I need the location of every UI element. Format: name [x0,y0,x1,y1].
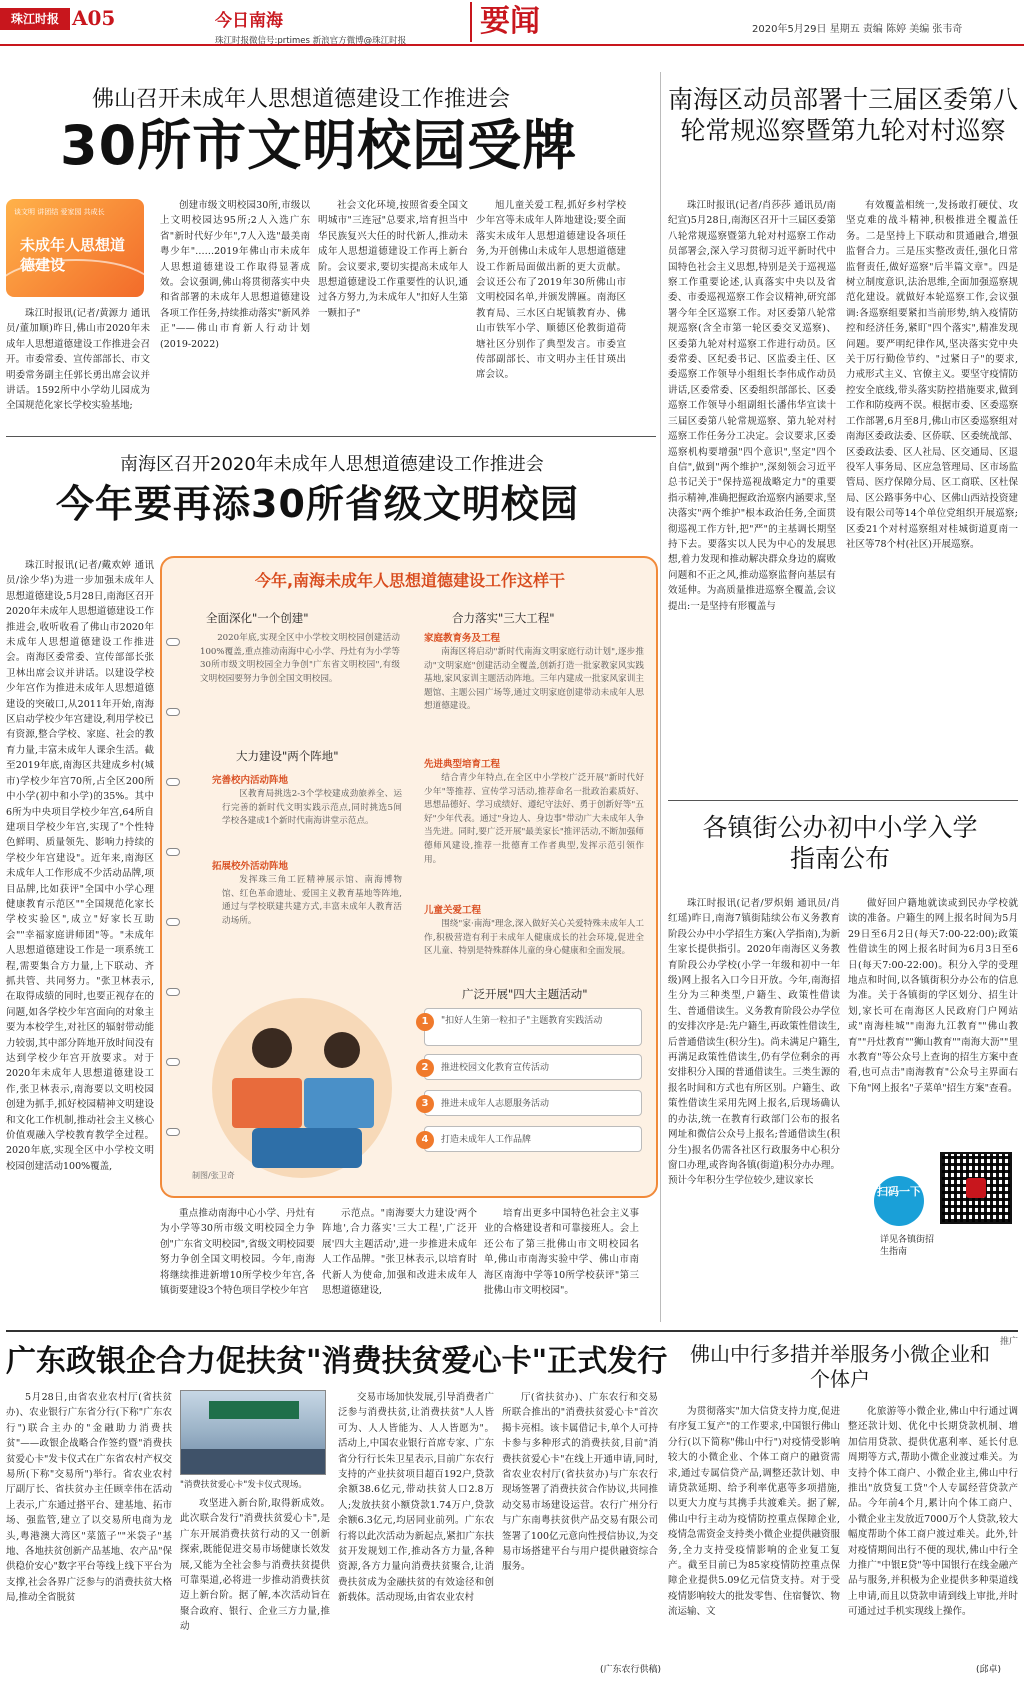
divider [6,436,656,437]
story1-column-1: 珠江时报讯(记者/黄源力 通讯员/董加顺)昨日,佛山市2020年未成年人思想道德建设工作推进会召开。市委常委、宣传部部长、市文明委常务副主任郭长勇出席会议并讲话。1592所中小学幼儿园成为全国规范化家长学校实验基地; [6,308,150,412]
story5-column-3: 交易市场加快发展,引导消费者广泛参与消费扶贫,让消费扶贫"人人皆可为、人人皆能为、人人皆愿为"。活动上,中国农业银行首席专家、广东省分行行长朱卫星表示,目前广东农行支持的产业扶贫项目超百192户,贷款余额38.6亿元,带动扶贫人口2.8万人;发放扶贫小额贷款1.74万户,贷款余额6.3亿元,均居同业前列。广东农行将以此次活动为新起点,紧扣广东扶贫开发规划工作,推动各方力量,各种资源,各方力量向消费扶贫聚合,让消费扶贫成为金融扶贫的有效途径和创新载体。活动现场,由省农业农村 [338,1392,494,1604]
photo-stage-banner [209,1401,299,1419]
story3-headline: 南海区动员部署十三届区委第八轮常规巡察暨第九轮对村巡察 [668,85,1019,146]
masthead [0,0,1024,46]
story5-headline: 广东政银企合力促扶贫"消费扶贫爱心卡"正式发行 [6,1344,668,1379]
activity-item [421,1054,642,1080]
date-line: 2020年5月29日 星期五 责编 陈婷 美编 张韦奇 [752,24,963,35]
story2-headline: 今年要再添30所省级文明校园 [56,482,579,526]
story5-column-2: 攻坚进入新台阶,取得新成效。此次联合发行"消费扶贫爱心卡",是广东开展消费扶贫行动的又一创新探索,既能促进交易市场健康长效发展,又能为全社会参与消费扶贫提供可靠渠道,必将进一步推动消费扶贫迈上新台阶。据了解,本次活动旨在聚合政府、银行、企业三方力量,推动 [180,1498,330,1633]
story3-column-2: 有效覆盖相统一,发扬敢打硬仗、攻坚克难的战斗精神,积极推进全覆盖任务。二是坚持上下联动和贯通融合,增强监督合力。三是压实整改责任,强化日常监督责任,做好巡察"后半篇文章"。四是树立制度意识,法治思维,全面加强巡察规范化建设。就做好本轮巡察工作,会议强调:各巡察组要紧扣当前形势,纳入疫情防控和经济任务,紧盯"四个落实",精准发现问题。要严明纪律作风,坚决落实党中央关于厉行勤俭节约、"过紧日子"的要求,力戒形式主义、官僚主义。要坚守疫情防控安全底线,带头落实防控措施要求,做到工作和防疫两不误。根据市委、区委巡察工作部署,6月至8月,佛山市区委巡察组对南海区委政法委、区侨联、区委统战部、区委政法委、区人社局、区交通局、区退役军人事务局、区应急管理局、区市场监管局、医疗保障分局、区工商联、区杜保局、区公路事务中心、区佛山西站投资建设有限公司等14个单位党组织开展巡察;区委21个对村巡察组对桂城街道夏南一社区等78个村(社区)开展巡察。 [846,200,1018,550]
qr-center-logo [966,1178,986,1198]
binder-ring [166,988,180,996]
activity-number: 2 [416,1059,434,1077]
promo-tag: 推广 [1000,1337,1019,1347]
scan-qr-prompt: 扫码一下 [874,1176,924,1226]
activity-label: 打造未成年人工作品牌 [441,1135,532,1145]
section-divider [6,1330,1018,1332]
story2-kicker: 南海区召开2020年未成年人思想道德建设工作推进会 [120,454,544,475]
binder-ring [166,638,180,646]
story4-column-2: 做好回户籍地就读或到民办学校就读的准备。户籍生的网上报名时间为5月29日至6月2日(每天7:00-22:00);政策性借读生的网上报名时间为6月3日至6日(每天7:00-22:00)。积分入学的受理地点和时间,以各镇街积分办公布的信息为准。关于各镇街的学区划分、招生计划,家长可在南海区人民政府门户网站或"南海桂城""南海九江教育""佛山教育""丹灶教育""狮山教育""南海大沥""里水教育"等公众号上查询的招生方案中查看,也可点击"南海教育"公众号主界面右下角"网上报名"子菜单"招生方案"查看。 [848,898,1018,1094]
infographic-body-model: 结合青少年特点,在全区中小学校广泛开展"新时代好少年"等推荐、宣传学习活动,推荐命名一批政治素质好、思想品德好、学习成绩好、遵纪守法好、勇于创新好等"五好"少年代表。通过"身边人、身边事"带动广大未成年人争当先进。同时,要广泛开展"最美家长"推评活动,不断加强师德师风建设,推荐一批德育工作者典型,发挥示范引领作用。 [424,773,644,865]
binder-ring [166,918,180,926]
activity-label: "扣好人生第一粒扣子"主题教育实践活动 [441,1016,603,1026]
story5-column-1: 5月28日,由省农业农村厅(省扶贫办)、农业银行广东省分行(下称"广东农行")联合主办的"金融助力消费扶贫"——政银企战略合作签约暨"消费扶贫爱心卡"发卡仪式在广东省农村产权交易所(下称"交易所")举行。省农业农村厅副厅长、省扶贫办主任顾幸伟在活动上表示,广东通过搭平台、建基地、拓市场、强监管,建立了以交易所电商为龙头,粤港澳大湾区"菜篮子""米袋子"基地、各地扶贫创新产品基地、农产品"保供稳价安心"数字平台等线上线下平台为支撑,社会各界广泛参与的消费扶贫大格局,推动全省脱贫 [6,1392,172,1604]
infographic-body-family: 南海区将启动"新时代南海文明家庭行动计划",逐步推动"文明家庭"创建活动全覆盖,创新打造一批家教家风实践基地,家风家训主题活动阵地。三年内建成一批家风家训主题馆、主题公园广场等,通过文明家庭创建带动未成年人思想道德建设。 [424,647,644,712]
infographic-title: 今年,南海未成年人思想道德建设工作这样干 [254,571,566,590]
activity-number: 3 [416,1095,434,1113]
story4-headline: 各镇街公办初中小学入学指南公布 [702,813,978,874]
ceremony-photo [180,1390,326,1475]
story2-bottom-column-4: 培育出更多中国特色社会主义事业的合格建设者和可靠接班人。会上还公布了第三批佛山市文明校园名单,佛山市南海实验中学、佛山市南海区南海中学等10所学校获评"第三批佛山市文明校园"。 [484,1208,639,1297]
story2-bottom-column-2: 重点推动南海中心小学、丹灶有为小学等30所市级文明校园全力争创"广东省文明校园",省级文明校园要努力争创全国文明校园。今年,南海将继续推进新增10所学校少年宫,各镇街要建设3个特色项目学校少年宫 [160,1208,315,1297]
story6-column-1: 为贯彻落实"加大信贷支持力度,促进有序复工复产"的工作要求,中国银行佛山分行(以下简称"佛山中行")对疫情受影响较大的小微企业、个体工商户的融资需求,通过专属信贷产品,调整还款计划、申请贷款延期、给予利率优惠等多项措施,以更大力度与其携手共渡难关。据了解,佛山中行主动为疫情防控重点保障企业,疫情急需资金支持类小微企业提供融资服务,全力支持受疫情影响的企业复工复产。截至目前已为85家疫情防控重点保障企业提供5.09亿元信贷支持。对于受疫情影响较大的批发零售、住宿餐饮、物流运输、文 [668,1406,840,1618]
binder-ring [166,708,180,716]
story4-column-1: 珠江时报讯(记者/罗炽娟 通讯员/肖红瑶)昨日,南海7镇街陆续公布义务教育阶段公办中小学招生方案(入学指南),为新生家长提供指引。2020年南海区义务教育阶段公办学校(小学一年级和初中一年级)网上报名入口今日开放。今年,南海招生分为三种类型,户籍生、政策性借读生、普通借读生。义务教育阶段公办学位的安排次序是:先户籍生,再政策性借读生,后普通借读生(积分生)。尚未满足户籍生,再满足政策性借读生,仍有学位剩余的再安排积分入围的普通借读生。三类生源的报名时间和方式也有所区别。户籍生、政策性借读生采用先网上报名,后现场确认的办法,统一在教育行政部门公布的报名网址和微信公众号上报名;普通借读生(积分生)报名仍需各社区行政服务中心积分窗口办理,或咨询各镇(街道)积分办办理。预计今年积分生学位较少,建议家长 [668,898,840,1187]
story1-kicker: 佛山召开未成年人思想道德建设工作推进会 [92,87,511,112]
story6-credit: (邱卓) [976,1665,1002,1675]
activity-item [421,1008,642,1046]
column-divider [660,72,661,1322]
binder-ring [166,1058,180,1066]
infographic-credit: 制图/张卫奇 [192,1171,235,1180]
campaign-badge [6,199,144,297]
activity-number: 1 [416,1013,434,1031]
story1-column-4: 旭儿童关爱工程,抓好乡村学校少年宫等未成年人阵地建设;要全面落实未成年人思想道德建设各项任务,为开创佛山未成年人思想道德建设工作新局面做出新的更大贡献。会议还公布了2019年30所佛山市文明校园名单,并颁发牌匾。南海区教育局、三水区白坭镇教育办、佛山市铁军小学、顺德区伦教街道荷塘社区分别作了典型发言。市委宣传部副部长、市文明办主任甘瑛出席会议。 [476,200,626,381]
binder-ring [166,778,180,786]
page-number: A05 [72,6,116,30]
activity-label: 推进未成年人志愿服务活动 [441,1099,550,1109]
infographic-subhead-children: 儿童关爱工程 [424,905,482,916]
story1-column-3: 社会文化环境,按照省委全国文明城市"三连冠"总要求,培育担当中华民族复兴大任的时代新人,推动未成年人思想道德建设工作再上新台阶。会议要求,要切实提高未成年人思想道德建设工作重要性的认识,通过各方努力,为未成年人"扣好人生第一颗扣子" [318,200,468,319]
story2-left-column: 珠江时报讯(记者/戴欢婷 通讯员/涂少华)为进一步加强未成年人思想道德建设,5月28日,南海区召开2020年未成年人思想道德建设工作推进会,收听收看了佛山市2020年未成年人思想道德建设工作推进会。南海区委常委、宣传部部长张卫林出席会议并讲话。以建设学校少年宫作为推进未成年人思想道德建设的突破口,从2011年开始,南海区启动学校少年宫建设,利用学校已有资源,整合学校、家庭、社会的教育力量,丰富未成年人课余生活。截至2019年底,南海区共建成乡村(城市)学校少年宫70所,占全区200所中小学(初中和小学)的35%。其中6所为中央项目学校少年宫,64所自建项目学校少年宫,实现了"个性特色鲜明、质量领先、影响力持续的学校少年宫建设"。近年来,南海区未成年人工作形成不少活动品牌,项目品牌,比如获评"全国中小学心理健康教育示范区""全国规范化家长学校实验区",成立"好家长互助会""幸福家庭讲师团"等。"未成年人思想道德建设工作是一项系统工程,需要集合方力量,上下联动、齐抓共管、共同努力。"张卫林表示,在取得成绩的同时,也要正视存在的问题,如各学校少年宫面向的对象主要为本校学生,对社区的辐射带动能力较弱,其中部分阵地开放时间没有达到学校少年宫开放要求。对于2020年未成年人思想道德建设工作,张卫林表示,南海要以文明校园创建为抓手,抓好校园精神文明建设和文化工作机制,推动社会主义核心价值观融入学校教育教学全过程。2020年底,实现全区中小学校文明校园创建活动100%覆盖, [6,560,154,1172]
reading-children-illustration [192,958,412,1188]
infographic-subhead-family: 家庭教育务及工程 [424,633,501,644]
story6-headline: 佛山中行多措并举服务小微企业和个体户 [690,1342,990,1391]
infographic-section-4-heading: 广泛开展"四大主题活动" [462,987,588,1001]
qr-caption: 详见各镇街招生指南 [880,1235,935,1257]
divider [668,800,1018,801]
binder-ring [166,848,180,856]
activity-number: 4 [416,1131,434,1149]
infographic-subhead-campus: 完善校内活动阵地 [212,775,289,786]
binder-ring [166,1128,180,1136]
story2-bottom-column-3: 示范点。"南海要大力建设'两个阵地',合力落实'三大工程',广泛开展'四大主题活动',进一步推进未成年人工作品牌。"张卫林表示,以培育时代新人为使命,加强和改进未成年人思想道德建设, [322,1208,477,1297]
badge-slogan: 谈文明 讲团结 爱家园 共成长 [14,208,105,216]
infographic-subhead-offcampus: 拓展校外活动阵地 [212,861,289,872]
story1-headline: 30所市文明校园受牌 [60,114,578,177]
infographic-subhead-model: 先进典型培育工程 [424,759,501,770]
infographic-body-campus: 区教育局挑选2-3个学校建成劲旅养全、运行完善的新时代文明实践示范点,同时挑选5间学校各建成1个新时代南海讲堂示范点。 [222,789,402,827]
social-credit: 珠江时报微信号:prtimes 新浪官方微博@珠江时报 [215,36,407,46]
section-name: 要闻 [470,2,562,42]
activity-item [421,1090,642,1116]
infographic-section-1-heading: 全面深化"一个创建" [206,611,309,625]
newspaper-logo: 珠江时报 [0,8,70,30]
infographic-section-1-body: 2020年底,实现全区中小学校文明校园创建活动100%覆盖,重点推动南海中心小学、丹灶有为小学等30所市级文明校园全力争创"广东省文明校园",有级文明校园要努力争创全国文明校园。 [200,633,400,684]
section-subtitle: 今日南海 [215,11,283,31]
infographic-body-children: 围绕"家·南海"理念,深入做好关心关爱特殊未成年人工作,积极营造有利于未成年人健康成长的社会环境,促进全区儿童、特别是特殊群体儿童的身心健康和全面发展。 [424,919,644,957]
activity-label: 推进校园文化教育宣传活动 [441,1063,550,1073]
story1-column-2: 创建市级文明校园30所,市级以上文明校园达95所;2人入选广东省"新时代好少年",7人入选"最美南粤少年"……2019年佛山市未成年人思想道德建设工作取得显著成效。会议强调,佛山将贯彻落实中央和省部署的未成年人思想道德建设各项工作任务,持续推动落实"新风养正"——佛山市育新人行动计划(2019-2022) [160,200,310,350]
infographic-section-3-heading: 大力建设"两个阵地" [236,749,339,763]
infographic-panel [160,556,658,1198]
story3-column-1: 珠江时报讯(记者/肖莎莎 通讯员/南纪宣)5月28日,南海区召开十三届区委第八轮常规巡察暨第九轮对村巡察工作动员部署会,深入学习贯彻习近平新时代中国特色社会主义思想,特别是关于巡视巡察工作重要论述,认真落实中央以及省委、市委巡视巡察工作会议精神,研究部署今年全区巡察工作。对区委第八轮常规巡察(含全市第一轮区委交叉巡察)、区委第九轮对村巡察工作进行动员。区委常委、区纪委书记、区监委主任、区委巡察工作领导小组组长李伟成作动员讲话,区委常委、区委组织部部长、区委巡察工作领导小组副组长潘伟华宣读十三届区委第八轮常规巡察、第九轮对村巡察工作任务分工决定。会议要求,区委巡察机构要增强"四个意识",坚定"四个自信",做到"两个维护",深刻领会习近平总书记关于"保持巡视战略定力"的重要指示精神,准确把握政治巡察内涵要求,坚决落实"两个维护"根本政治任务,全面贯彻巡视工作方针,把"严"的主基调长期坚持下去。要落实以人民为中心的发展思想,着力发现和推动解决群众身边的腐败问题和不正之风,推动巡察监督向基层有效延伸。为高质量推进巡察全覆盖,会议提出:一是坚持有形覆盖与 [668,200,836,612]
story5-column-4: 厅(省扶贫办)、广东农行和交易所联合推出的"消费扶贫爱心卡"首次揭卡亮相。该卡属借记卡,单个人可持卡参与多种形式的消费扶贫,目前"消费扶贫爱心卡"在线上开通申请,同时,省农业农村厅(省扶贫办)与广东农行现场签署了消费扶贫合作协议,共同推动交易市场建设运营。农行广州分行与广东南粤扶贫供产品交易有限公司签署了100亿元意向性授信协议,为交易市场搭建平台与用户提供融资综合服务。 [502,1392,658,1573]
activity-item [421,1126,642,1152]
photo-audience [181,1449,326,1475]
badge-title: 未成年人思想道德建设 [20,236,126,274]
story6-column-2: 化旅游等小微企业,佛山中行通过调整还款计划、优化中长期贷款机制、增加信用贷款、提供优惠利率、延长付息周期等方式,帮助小微企业渡过难关。为支持个体工商户、小微企业主,佛山中行推出"放贷复工贷"个人专属经营贷款产品。今年前4个月,累计向个体工商户、小微企业主发放近7000万个人贷款,较大幅度帮助个体工商户渡过难关。此外,针对疫情期间出行不便的现状,佛山中行全力推广"中银E贷"等中国银行在线金融产品与服务,并积极为企业提供多种渠道线上申请,而且以贷款申请到线上审批,并时可通过过手机实现线上操作。 [848,1406,1018,1618]
photo-caption: "消费扶贫爱心卡"发卡仪式现场。 [180,1480,307,1490]
infographic-body-offcampus: 发挥珠三角工匠精神展示馆、南海博物馆、红色革命遗址、爱国主义教育基地等阵地,通过与学校联建共建方式,丰富未成年人教育活动场所。 [222,875,402,926]
infographic-section-2-heading: 合力落实"三大工程" [452,611,555,625]
story5-credit: (广东农行供稿) [600,1665,662,1675]
